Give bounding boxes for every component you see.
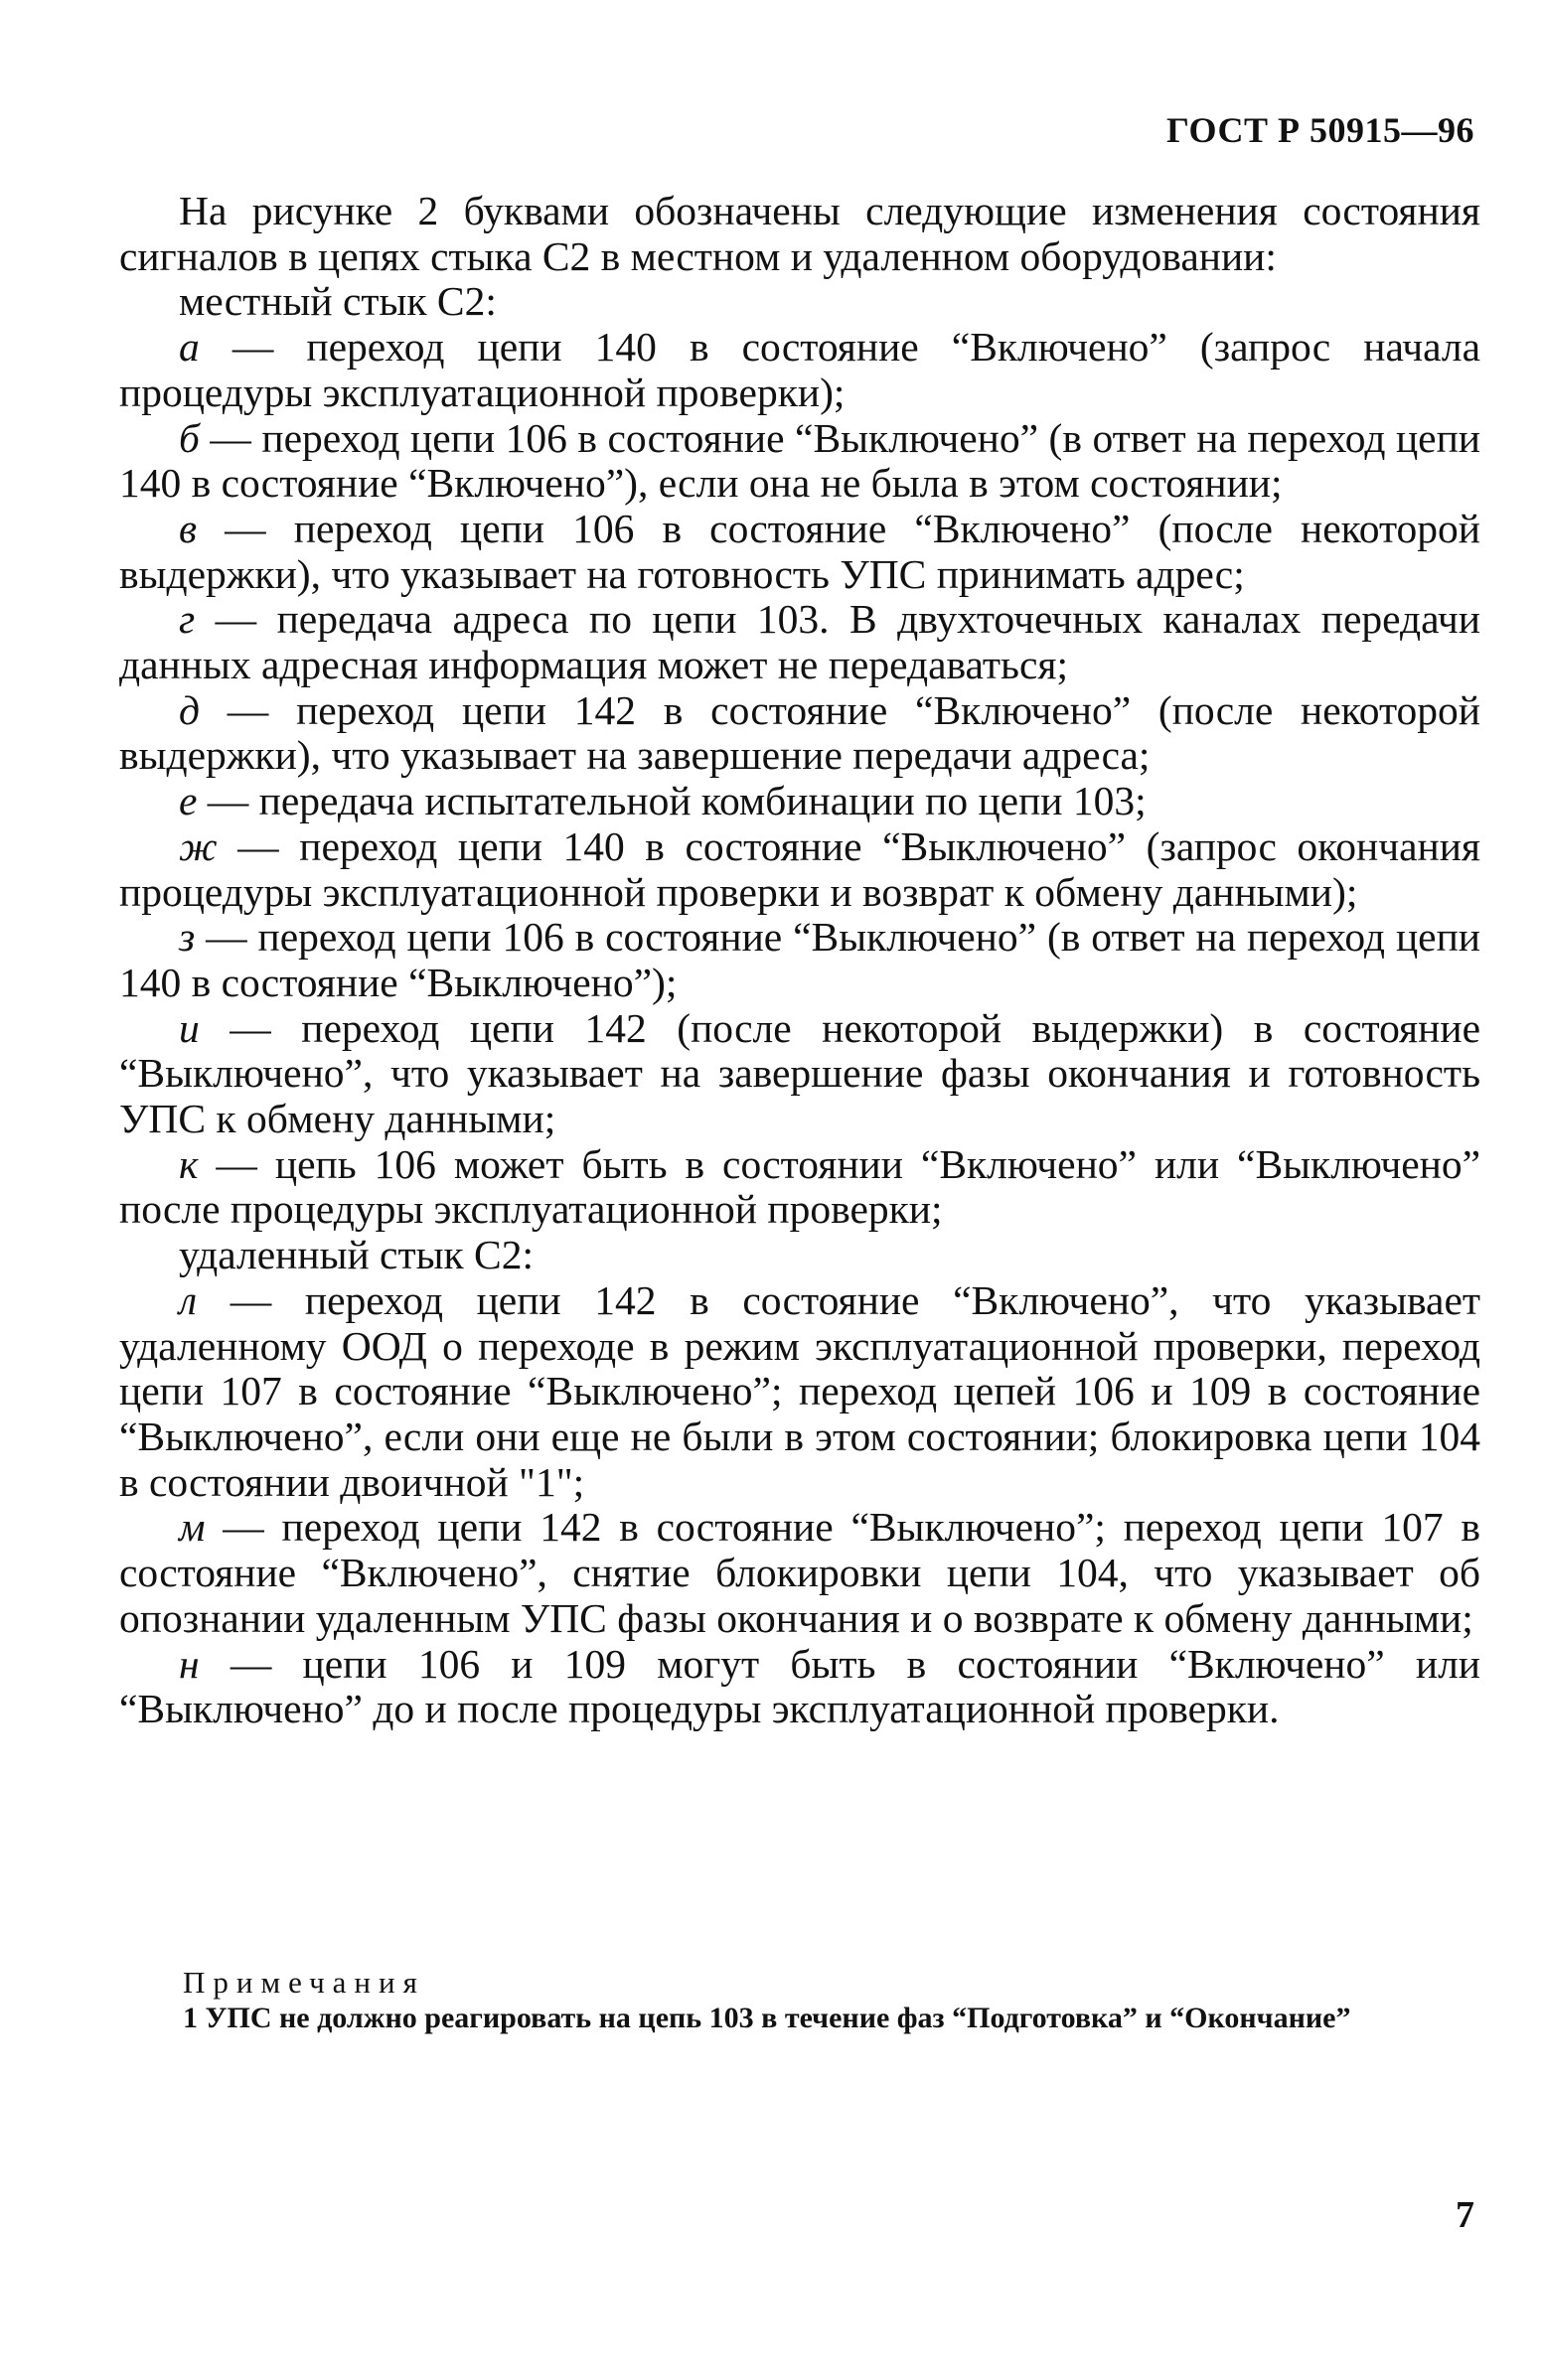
item-letter: ж [179,822,218,869]
item-letter: и [179,1004,200,1051]
note-item: 1 УПС не должно реагировать на цепь 103 в течение фаз “Подготовка” и “Окончание” [183,2002,1351,2034]
intro-paragraph: На рисунке 2 буквами обозначены следующие изменения состояния сигналов в цепях стыка С2 в местном и удаленном оборудовании: [119,188,1480,279]
list-item [119,416,1480,507]
item-text: — переход цепи 106 в состояние “Выключено” (в ответ на переход цепи 140 в состояние “Выключено”); [119,914,1480,1005]
item-letter: м [179,1504,206,1551]
item-text: — переход цепи 142 в состояние “Выключено”; переход цепи 107 в состояние “Включено”, снятие блокировки цепи 104, что указывает об опознании удаленным УПС фазы окончания и о возврате к обмену данными; [119,1504,1480,1641]
item-letter: а [179,324,200,371]
item-text: — цепи 106 и 109 могут быть в состоянии “Включено” или “Выключено” до и после процедуры эксплуатационной проверки. [119,1640,1480,1732]
main-text [119,189,1480,1732]
item-letter: г [179,596,196,643]
item-text: — передача адреса по цепи 103. В двухточечных каналах передачи данных адресная информация может не передаваться; [119,596,1480,688]
list-item [119,1142,1480,1233]
list-item [119,779,1480,824]
item-letter: б [179,414,200,461]
list-item [119,1278,1480,1506]
list-item [119,597,1480,687]
list-item [119,325,1480,415]
item-letter: з [179,914,196,961]
page-number: 7 [1456,2194,1474,2236]
item-letter: в [179,505,198,551]
item-text: — цепь 106 может быть в состоянии “Включено” или “Выключено” после процедуры эксплуатационной проверки; [119,1140,1480,1233]
item-letter: н [179,1640,200,1687]
document-code-header: ГОСТ Р 50915—96 [1166,110,1474,150]
item-letter: л [179,1276,198,1323]
item-letter: е [179,778,198,824]
item-text: — переход цепи 142 (после некоторой выдержки) в состояние “Выключено”, что указывает на завершение фазы окончания и готовность УПС к обмену данными; [119,1004,1480,1142]
list-item [119,824,1480,915]
list-item [119,507,1480,597]
item-text: — переход цепи 140 в состояние “Включено” (запрос начала процедуры эксплуатационной проверки); [119,324,1480,415]
list-item [119,915,1480,1005]
notes-section [119,1965,1480,2036]
notes-title: Примечания [183,1965,425,2000]
item-text: — передача испытательной комбинации по цепи 103; [197,778,1147,824]
item-text: — переход цепи 106 в состояние “Включено” (после некоторой выдержки), что указывает на готовность УПС принимать адрес; [119,505,1480,597]
remote-interface-heading: удаленный стык С2: [179,1232,534,1278]
list-item [119,1006,1480,1142]
local-interface-heading: местный стык С2: [179,278,497,325]
list-item [119,688,1480,779]
item-text: — переход цепи 142 в состояние “Включено” (после некоторой выдержки), что указывает на завершение передачи адреса; [119,686,1480,779]
item-letter: к [179,1140,199,1187]
list-item [119,1505,1480,1641]
item-text: — переход цепи 142 в состояние “Включено”, что указывает удаленному ООД о переходе в режим эксплуатационной проверки, переход цепи 107 в состояние “Выключено”; переход цепей 106 и 109 в состояние “Выключено”, если они еще не были в этом состоянии; блокировка цепи 104 в состоянии двоичной "1"; [119,1276,1480,1505]
item-letter: д [179,686,200,733]
item-text: — переход цепи 140 в состояние “Выключено” (запрос окончания процедуры эксплуатационной проверки и возврат к обмену данными); [119,822,1480,915]
item-text: — переход цепи 106 в состояние “Выключено” (в ответ на переход цепи 140 в состояние “Включено”), если она не была в этом состоянии; [119,414,1480,507]
list-item [119,1642,1480,1732]
